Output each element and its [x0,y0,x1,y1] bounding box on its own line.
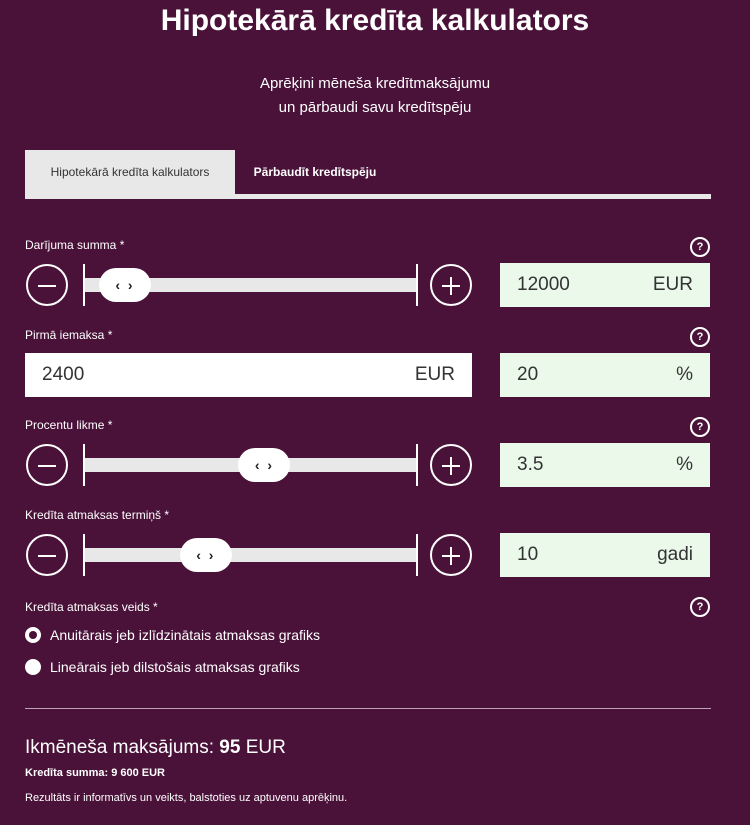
tab-underline [25,194,711,199]
down-payment-percent-input[interactable] [500,353,710,397]
subtitle-line-1: Aprēķini mēneša kredītmaksājumu [259,75,491,92]
term-slider[interactable] [83,534,420,576]
repayment-type-label: Kredīta atmaksas veids * [25,600,158,614]
interest-rate-help-icon[interactable]: ? [690,417,710,437]
radio-annuity[interactable] [25,627,41,643]
interest-rate-slider-thumb[interactable]: ‹ › [238,448,290,482]
page-title: Hipotekārā kredīta kalkulators [160,4,590,37]
down-payment-label: Pirmā iemaksa * [25,328,113,342]
term-unit: gadi [657,544,693,565]
repayment-option-linear-label: Lineārais jeb dilstošais atmaksas grafiks [50,659,300,675]
deal-amount-input[interactable] [500,263,710,307]
term-input[interactable] [500,533,710,577]
deal-amount-increase-button[interactable] [430,264,472,306]
down-payment-percent-value: 20 [517,364,539,385]
monthly-payment-prefix: Ikmēneša maksājums: [25,737,215,758]
down-payment-percent-unit: % [676,364,693,385]
deal-amount-unit: EUR [652,274,693,295]
result-divider [25,708,711,709]
interest-rate-label: Procentu likme * [25,418,113,432]
interest-rate-input[interactable] [500,443,710,487]
page-subtitle [0,72,750,120]
term-value: 10 [517,544,539,565]
down-payment-amount-value: 2400 [42,364,85,385]
down-payment-amount-input[interactable] [25,353,472,397]
term-decrease-button[interactable] [26,534,68,576]
down-payment-amount-unit: EUR [414,364,455,385]
deal-amount-slider[interactable] [83,264,420,306]
loan-sum: Kredīta summa: 9 600 EUR [25,767,165,779]
tab-mortgage-calculator[interactable]: Hipotekārā kredīta kalkulators [25,150,235,194]
result-note: Rezultāts ir informatīvs un veikts, balstoties uz aptuvenu aprēķinu. [25,792,348,804]
repayment-option-linear[interactable] [25,659,300,675]
term-slider-thumb[interactable]: ‹ › [180,538,232,572]
deal-amount-slider-thumb[interactable]: ‹ › [99,268,151,302]
radio-linear[interactable] [25,659,41,675]
calculator-tabs [25,150,711,194]
interest-rate-unit: % [676,454,693,475]
interest-rate-increase-button[interactable] [430,444,472,486]
monthly-payment [25,737,286,759]
tab-check-credit-capacity[interactable]: Pārbaudīt kredītspēju [253,165,377,179]
subtitle-line-2: un pārbaudi savu kredītspēju [278,99,472,116]
repayment-type-help-icon[interactable]: ? [690,597,710,617]
down-payment-help-icon[interactable]: ? [690,327,710,347]
deal-amount-value: 12000 [517,274,570,295]
deal-amount-label: Darījuma summa * [25,238,125,252]
term-label: Kredīta atmaksas termiņš * [25,508,170,522]
repayment-option-annuity-label: Anuitārais jeb izlīdzinātais atmaksas grafiks [50,627,321,643]
term-increase-button[interactable] [430,534,472,576]
deal-amount-help-icon[interactable]: ? [690,237,710,257]
monthly-payment-unit: EUR [245,737,286,758]
deal-amount-decrease-button[interactable] [26,264,68,306]
interest-rate-decrease-button[interactable] [26,444,68,486]
repayment-option-annuity[interactable] [25,627,320,643]
interest-rate-slider[interactable] [83,444,420,486]
monthly-payment-value: 95 [219,737,241,758]
interest-rate-value: 3.5 [517,454,544,475]
